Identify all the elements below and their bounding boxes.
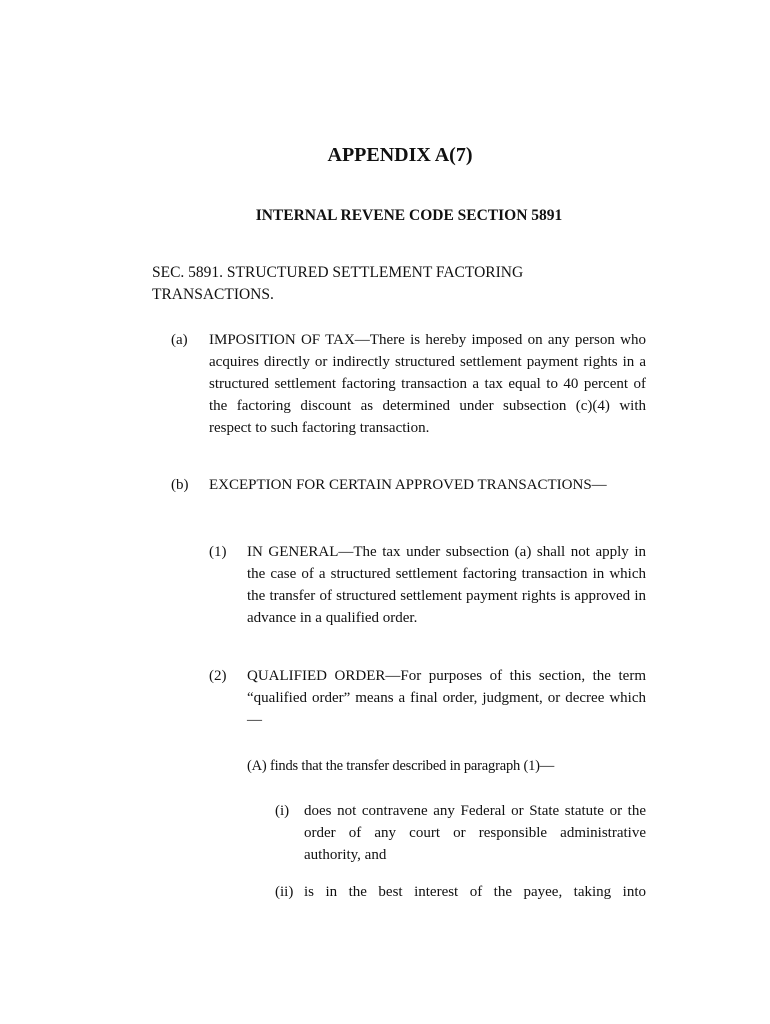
paragraph-1-marker: (1) — [209, 544, 227, 560]
subsection-a — [171, 329, 646, 439]
page-title: APPENDIX A(7) — [327, 144, 473, 166]
clause-i-marker: (i) — [275, 803, 290, 819]
paragraph-1-text: IN GENERAL—The tax under subsection (a) shall not apply in the case of a structured settlement factoring transaction in which the transfer of structured settlement payment rights is approved in advance in a qualified order. — [247, 544, 646, 626]
subparagraph-A — [247, 755, 646, 777]
clause-i — [275, 800, 646, 866]
paragraph-2-marker: (2) — [209, 668, 227, 684]
subsection-b — [171, 474, 646, 496]
paragraph-2 — [209, 665, 646, 731]
subsection-b-text: EXCEPTION FOR CERTAIN APPROVED TRANSACTIONS— — [209, 477, 607, 493]
subsection-b-marker: (b) — [171, 477, 189, 493]
page-subtitle: INTERNAL REVENE CODE SECTION 5891 — [255, 207, 563, 224]
subsection-a-text: IMPOSITION OF TAX—There is hereby imposed on any person who acquires directly or indirectly structured settlement payment rights in a structured settlement factoring transaction a tax equal to 40 percent of the factoring discount as determined under subsection (c)(4) with respect to such factoring transaction. — [209, 332, 646, 436]
clause-ii-marker: (ii) — [275, 884, 294, 900]
paragraph-1 — [209, 541, 646, 629]
section-heading: SEC. 5891. STRUCTURED SETTLEMENT FACTORING TRANSACTIONS. — [152, 264, 524, 303]
clause-ii — [275, 881, 646, 903]
clause-ii-text: is in the best interest of the payee, taking into — [304, 884, 646, 900]
subparagraph-A-text: (A) finds that the transfer described in paragraph (1)— — [247, 758, 555, 774]
clause-i-text: does not contravene any Federal or State statute or the order of any court or responsible administrative authority, and — [304, 803, 646, 863]
subsection-a-marker: (a) — [171, 332, 188, 348]
paragraph-2-text: QUALIFIED ORDER—For purposes of this section, the term “qualified order” means a final order, judgment, or decree which— — [247, 668, 646, 728]
